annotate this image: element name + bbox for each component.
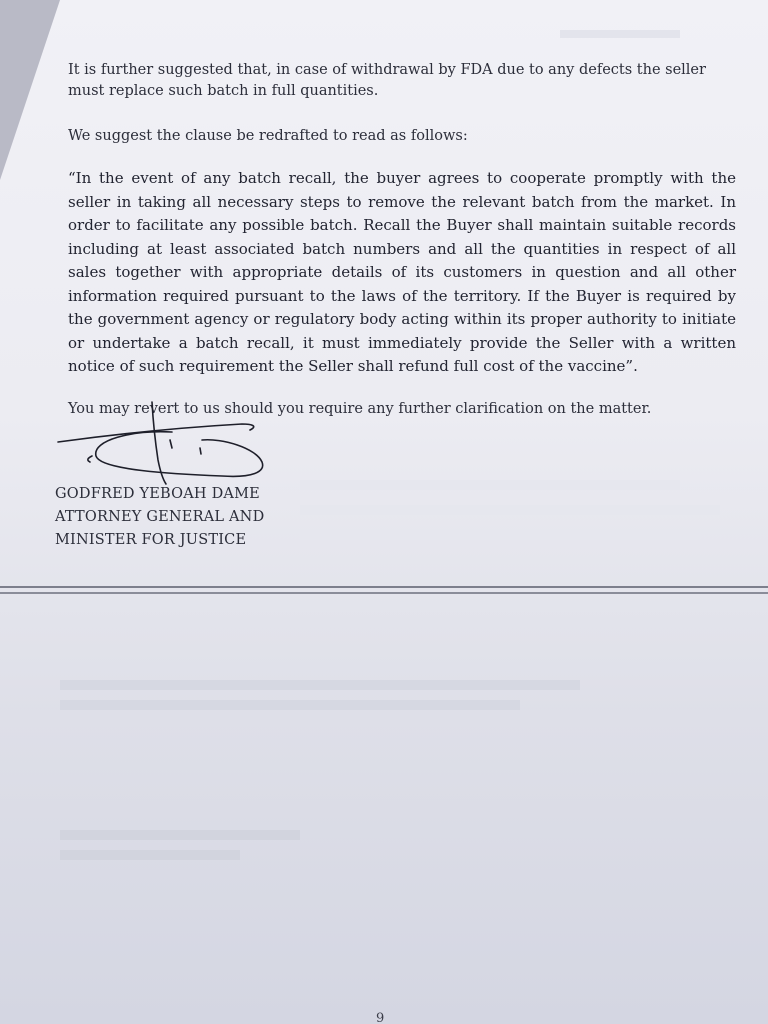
signatory-title-line2: MINISTER FOR JUSTICE: [55, 532, 247, 548]
quoted-clause: “In the event of any batch recall, the buyer agrees to cooperate promptly with the seller in taking all necessary steps to remove the relevant batch from the market. In order to facilitate any possible batch. Recall the Buyer shall maintain suitable records including at least associated batch numbers and all the quantities in respect of all sales together with appropriate details of its customers in question and all other information required pursuant to the laws of the territory. If the Buyer is required by the government agency or regulatory body acting within its proper authority to initiate or undertake a batch recall, it must immediately provide the Seller with a written notice of such requirement the Seller shall refund full cost of the vaccine”.: [68, 169, 736, 375]
signatory-block: [55, 483, 264, 552]
suggestion-paragraph: We suggest the clause be redrafted to read as follows:: [68, 128, 468, 144]
page-divider: [0, 586, 768, 594]
withdrawal-paragraph: It is further suggested that, in case of withdrawal by FDA due to any defects the seller must replace such batch in full quantities.: [68, 62, 706, 99]
bleed-through-mark: [300, 480, 680, 490]
revert-paragraph: You may revert to us should you require any further clarification on the matter.: [68, 401, 652, 417]
bleed-through-mark: [300, 505, 720, 515]
bleed-through-mark: [60, 830, 300, 840]
bleed-through-mark: [560, 30, 680, 38]
page-number: 9: [376, 1011, 385, 1024]
bleed-through-mark: [60, 850, 240, 860]
bleed-through-mark: [60, 680, 580, 690]
bleed-through-mark: [300, 530, 700, 540]
signatory-name: GODFRED YEBOAH DAME: [55, 486, 260, 502]
bleed-through-mark: [60, 700, 520, 710]
signatory-title-line1: ATTORNEY GENERAL AND: [55, 509, 265, 525]
folded-corner: [0, 0, 60, 180]
